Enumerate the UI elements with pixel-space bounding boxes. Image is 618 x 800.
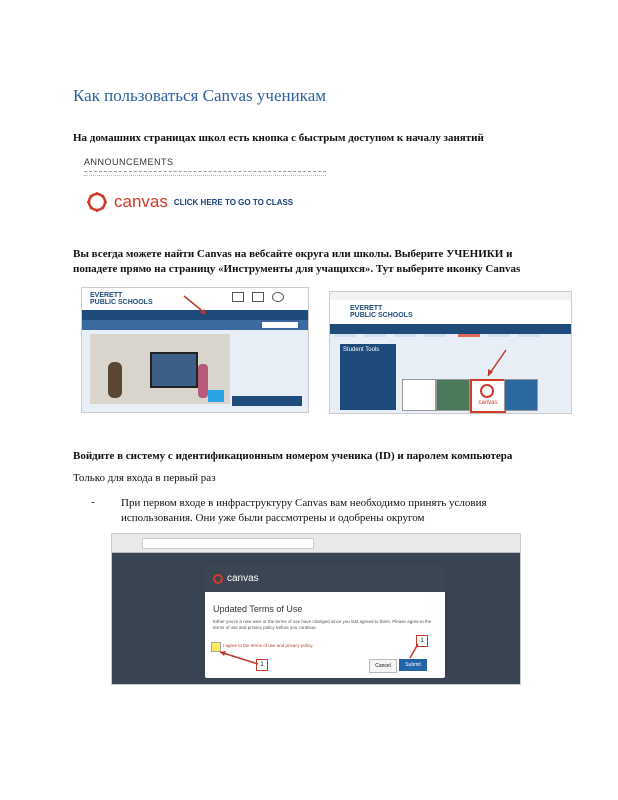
section3-heading: Войдите в систему с идентификационным номером ученика (ID) и паролем компьютера: [73, 450, 513, 462]
nav-bar[interactable]: [330, 324, 571, 334]
bullet-marker: -: [91, 496, 95, 508]
terms-of-use-screenshot: [111, 533, 521, 685]
go-to-class-link[interactable]: CLICK HERE TO GO TO CLASS: [173, 197, 294, 207]
district-logo: EVERETT PUBLIC SCHOOLS: [350, 305, 413, 319]
search-input[interactable]: [262, 322, 298, 328]
sidebar-menu[interactable]: Student Tools: [340, 344, 396, 410]
canvas-logo-icon: [86, 191, 108, 213]
tile[interactable]: [402, 379, 436, 411]
submit-button[interactable]: Submit: [399, 659, 427, 671]
section2-text: Вы всегда можете найти Canvas на вебсайте округа или школы. Выберите УЧЕНИКИ и попадете прямо на страницу «Инструменты для учащихся». Тут выберите иконку Canvas: [73, 248, 521, 275]
canvas-link[interactable]: [86, 191, 293, 213]
canvas-logo-icon: [213, 574, 223, 584]
slider-controls[interactable]: [232, 396, 302, 406]
arrow-icon: [480, 348, 510, 380]
page-title: Как пользоваться Canvas ученикам: [73, 86, 326, 105]
canvas-tile[interactable]: canvas: [470, 379, 506, 413]
tile[interactable]: [504, 379, 538, 411]
district-logo: EVERETT PUBLIC SCHOOLS: [90, 292, 153, 306]
browser-toolbar: [112, 534, 520, 553]
modal-body: Either you're a new user or the terms of use have changed since you last agreed to them. Please agree to the terms of use and privacy policy before you continue.: [213, 619, 432, 630]
arrow-icon: [216, 648, 260, 668]
arrow-icon: [406, 642, 422, 662]
announcement-title: ANNOUNCEMENTS: [84, 157, 174, 167]
section1-heading: На домашних страницах школ есть кнопка с быстрым доступом к началу занятий: [73, 132, 484, 144]
arrow-icon: [182, 294, 212, 318]
student-tools-screenshot: [329, 291, 572, 414]
agree-label: I agree to the terms of use and privacy policy.: [223, 643, 314, 648]
step-marker: 1: [416, 635, 428, 647]
bullet-text: При первом входе в инфраструктуру Canvas вам необходимо принять условия использования. Они уже были рассмотрены и одобрены округом: [121, 497, 487, 524]
cloud-icon: [272, 292, 284, 302]
divider: [84, 171, 326, 172]
canvas-wordmark: canvas: [114, 192, 168, 211]
divider: [84, 175, 326, 176]
district-homepage-screenshot: [81, 287, 309, 413]
first-login-note: Только для входа в первый раз: [73, 472, 216, 484]
tile[interactable]: [436, 379, 470, 411]
cancel-button[interactable]: Cancel: [369, 659, 397, 673]
monitor-icon: [232, 292, 244, 302]
book-icon: [252, 292, 264, 302]
twitter-icon[interactable]: [208, 390, 224, 402]
address-bar[interactable]: [142, 538, 314, 549]
canvas-wordmark: canvas: [227, 573, 259, 584]
announcement-banner: [84, 157, 326, 217]
step-marker: 1: [256, 659, 268, 671]
modal-title: Updated Terms of Use: [213, 604, 303, 614]
